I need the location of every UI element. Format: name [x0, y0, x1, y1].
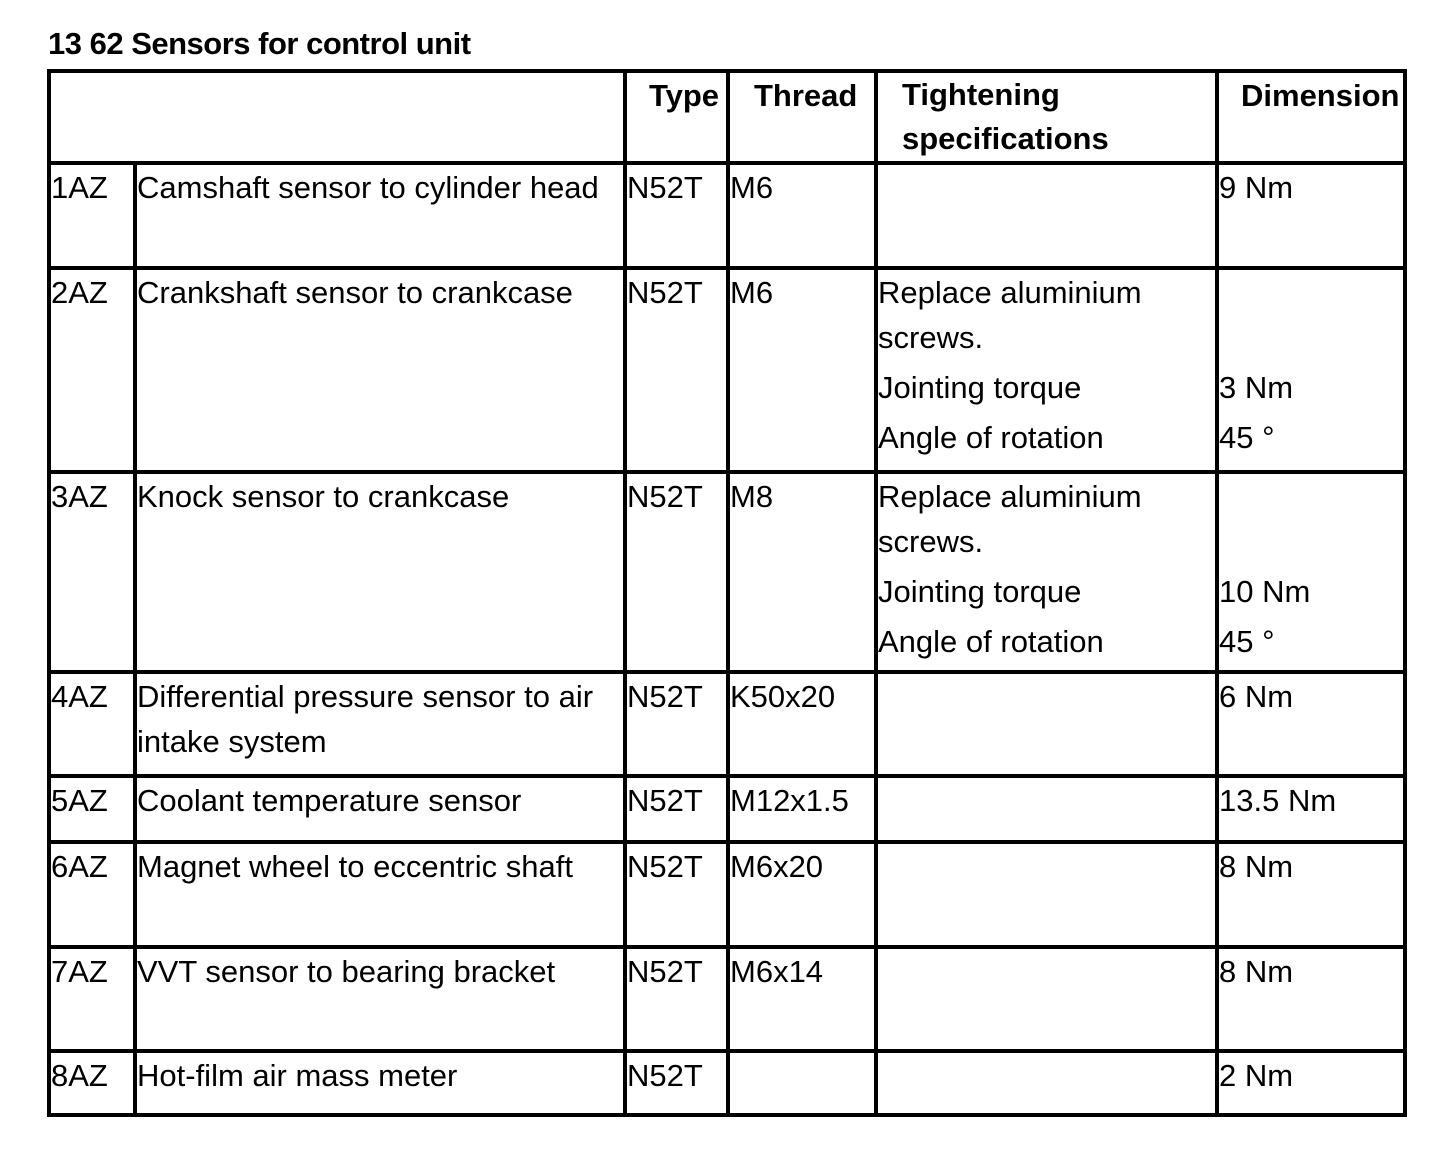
row-dimension [1217, 268, 1405, 472]
row-thread: M12x1.5 [728, 776, 876, 842]
tightening-label: Angle of rotation [878, 420, 1104, 455]
table-row [49, 947, 1405, 1051]
row-description: Knock sensor to crankcase [135, 472, 625, 672]
row-type: N52T [625, 268, 728, 472]
row-id: 4AZ [49, 672, 135, 776]
row-description: Magnet wheel to eccentric shaft [135, 842, 625, 947]
row-id: 6AZ [49, 842, 135, 947]
tightening-note: Replace aluminium screws. [878, 479, 1142, 559]
dimension-value: 45 ° [1219, 624, 1275, 659]
row-type: N52T [625, 947, 728, 1051]
header-type: Type [625, 71, 728, 163]
dimension-value: 3 Nm [1219, 370, 1294, 405]
table-header-row [49, 71, 1405, 163]
row-tightening [876, 1051, 1217, 1115]
dimension-value: 45 ° [1219, 420, 1275, 455]
row-thread [728, 1051, 876, 1115]
row-description: Crankshaft sensor to crankcase [135, 268, 625, 472]
row-thread: M6x14 [728, 947, 876, 1051]
row-dimension: 9 Nm [1217, 163, 1405, 268]
row-tightening [876, 947, 1217, 1051]
tightening-note: Replace aluminium screws. [878, 275, 1142, 355]
table-row [49, 163, 1405, 268]
row-description: Coolant temperature sensor [135, 776, 625, 842]
row-tightening [876, 672, 1217, 776]
row-dimension: 2 Nm [1217, 1051, 1405, 1115]
row-dimension [1217, 472, 1405, 672]
row-id: 1AZ [49, 163, 135, 268]
header-tightening: Tightening specifications [876, 71, 1217, 163]
row-id: 3AZ [49, 472, 135, 672]
header-dimension: Dimension [1217, 71, 1405, 163]
tightening-label: Jointing torque [878, 574, 1082, 609]
row-thread: M6x20 [728, 842, 876, 947]
row-type: N52T [625, 163, 728, 268]
row-description: Hot-film air mass meter [135, 1051, 625, 1115]
page-title: 13 62 Sensors for control unit [48, 26, 471, 61]
table-row [49, 842, 1405, 947]
row-id: 8AZ [49, 1051, 135, 1115]
row-tightening [876, 268, 1217, 472]
table-row [49, 672, 1405, 776]
row-tightening [876, 842, 1217, 947]
row-thread: M8 [728, 472, 876, 672]
row-type: N52T [625, 842, 728, 947]
row-type: N52T [625, 472, 728, 672]
row-tightening [876, 163, 1217, 268]
table-row [49, 268, 1405, 472]
row-tightening [876, 472, 1217, 672]
tightening-label: Jointing torque [878, 370, 1082, 405]
row-dimension: 8 Nm [1217, 842, 1405, 947]
row-type: N52T [625, 672, 728, 776]
row-thread: M6 [728, 268, 876, 472]
row-id: 7AZ [49, 947, 135, 1051]
row-description: Differential pressure sensor to air intake system [135, 672, 625, 776]
row-id: 5AZ [49, 776, 135, 842]
table-row [49, 472, 1405, 672]
specifications-table [47, 69, 1407, 1117]
table-row [49, 776, 1405, 842]
row-dimension: 6 Nm [1217, 672, 1405, 776]
row-dimension: 8 Nm [1217, 947, 1405, 1051]
row-thread: K50x20 [728, 672, 876, 776]
dimension-value: 10 Nm [1219, 574, 1311, 609]
row-tightening [876, 776, 1217, 842]
row-type: N52T [625, 776, 728, 842]
row-description: Camshaft sensor to cylinder head [135, 163, 625, 268]
row-thread: M6 [728, 163, 876, 268]
row-id: 2AZ [49, 268, 135, 472]
row-description: VVT sensor to bearing bracket [135, 947, 625, 1051]
row-dimension: 13.5 Nm [1217, 776, 1405, 842]
table-row [49, 1051, 1405, 1115]
header-description [49, 71, 625, 163]
tightening-label: Angle of rotation [878, 624, 1104, 659]
header-thread: Thread [728, 71, 876, 163]
row-type: N52T [625, 1051, 728, 1115]
